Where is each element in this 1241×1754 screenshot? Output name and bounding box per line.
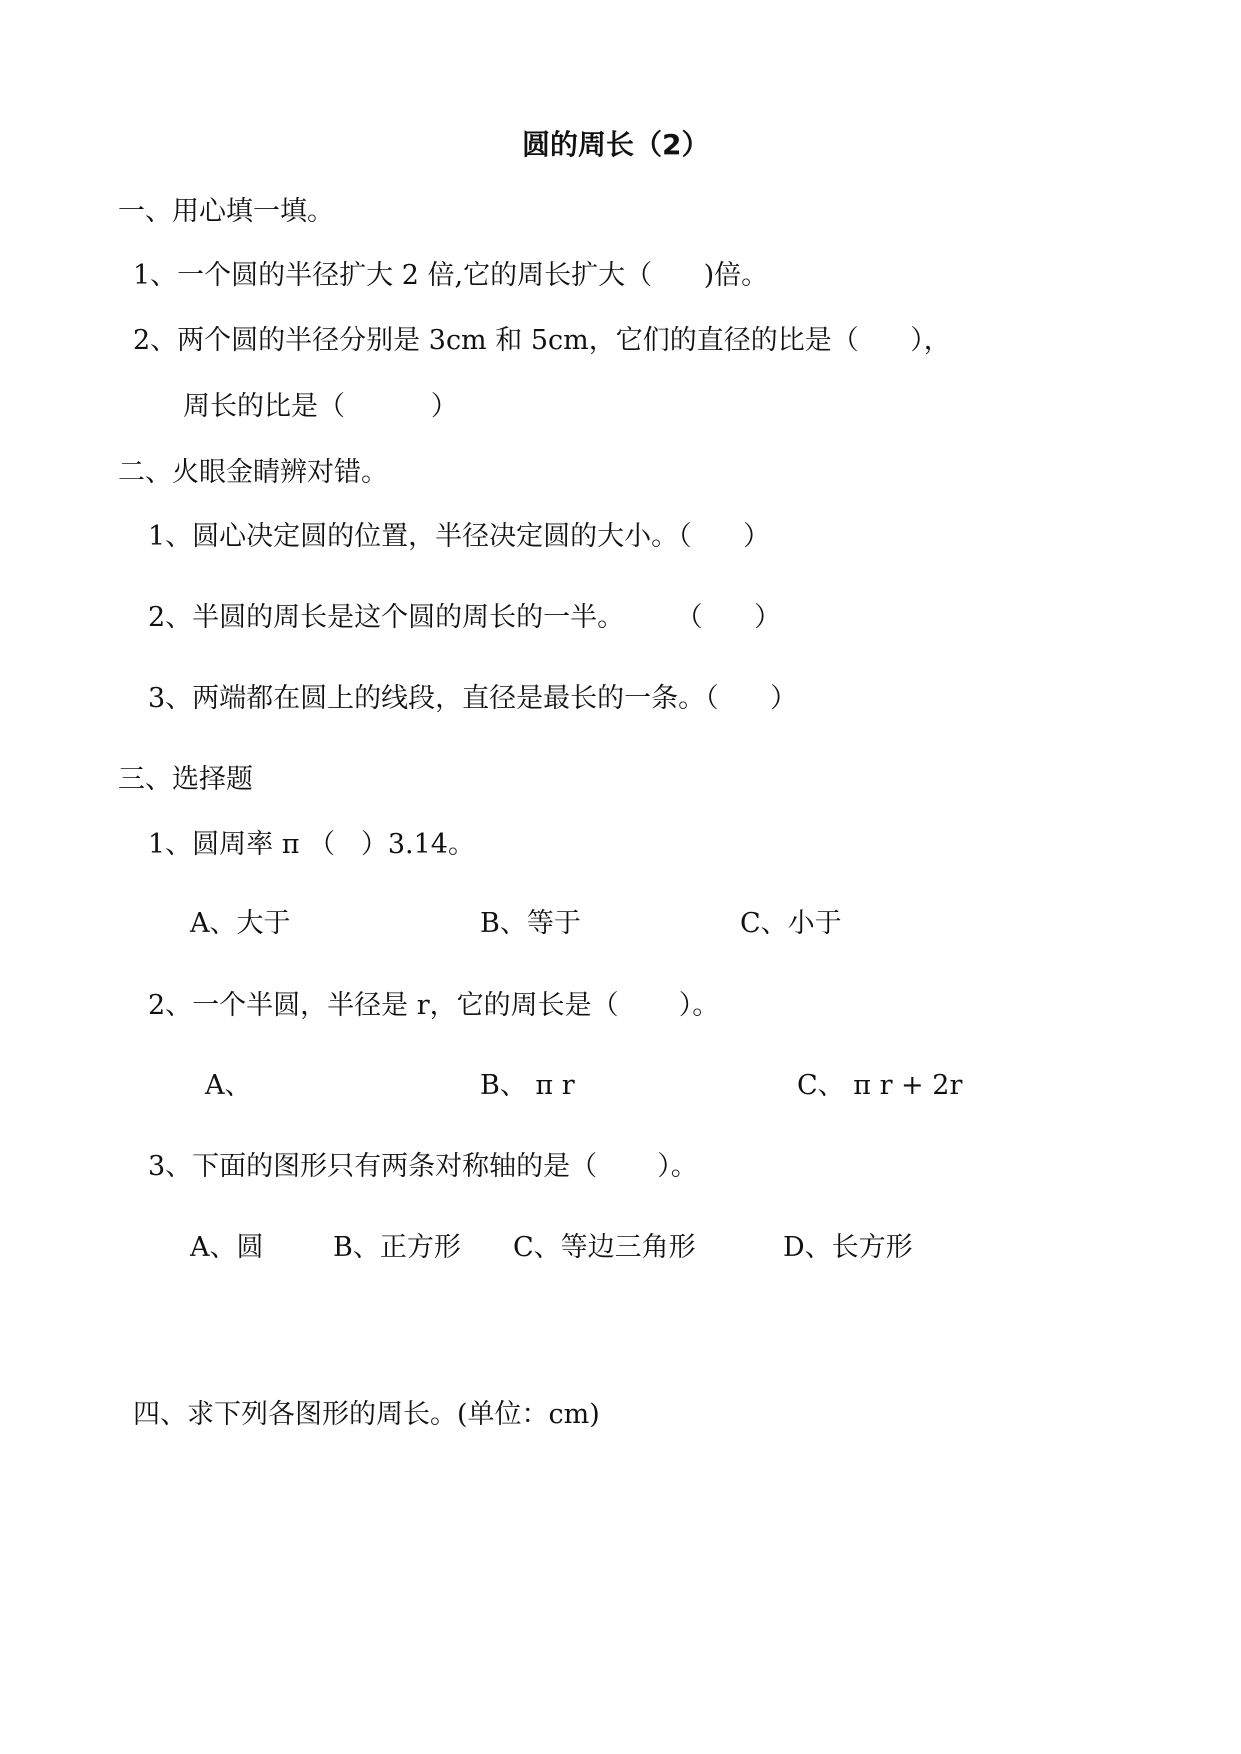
s3-question-2: 2、一个半圆，半径是 r，它的周长是（ ）。	[148, 990, 720, 1021]
page-title: 圆的周长（2）	[522, 128, 710, 161]
s2-question-1: 1、圆心决定圆的位置，半径决定圆的大小。（ ）	[148, 521, 771, 552]
s1-question-2: 2、两个圆的半径分别是 3cm 和 5cm，它们的直径的比是（ ），	[133, 325, 951, 356]
s2-question-3: 3、两端都在圆上的线段，直径是最长的一条。（ ）	[148, 683, 798, 714]
s3-q1-option-b: B、等于	[480, 908, 581, 939]
section-1-heading: 一、用心填一填。	[118, 196, 334, 227]
s3-q1-option-c: C、小于	[740, 908, 842, 939]
s3-q2-option-c: C、 π r + 2r	[797, 1070, 963, 1101]
section-4-heading: 四、求下列各图形的周长。(单位：cm)	[133, 1399, 600, 1430]
s3-q3-option-b: B、正方形	[333, 1232, 461, 1263]
s3-q3-option-d: D、长方形	[783, 1232, 913, 1263]
s3-question-3: 3、下面的图形只有两条对称轴的是（ ）。	[148, 1151, 698, 1182]
s1-question-1: 1、一个圆的半径扩大 2 倍,它的周长扩大（ )倍。	[133, 260, 769, 291]
section-3-heading: 三、选择题	[118, 764, 253, 795]
s3-q2-option-b: B、 π r	[480, 1070, 575, 1101]
section-2-heading: 二、火眼金睛辨对错。	[118, 457, 388, 488]
s2-question-2: 2、半圆的周长是这个圆的周长的一半。 （ ）	[148, 602, 782, 633]
s3-question-1: 1、圆周率 π （ ）3.14。	[148, 829, 475, 860]
s1-question-2-continued: 周长的比是（ ）	[183, 391, 458, 422]
s3-q1-option-a: A、大于	[190, 908, 291, 939]
s3-q2-option-a: A、	[205, 1070, 252, 1101]
s3-q3-option-c: C、等边三角形	[513, 1232, 696, 1263]
s3-q3-option-a: A、圆	[190, 1232, 264, 1263]
